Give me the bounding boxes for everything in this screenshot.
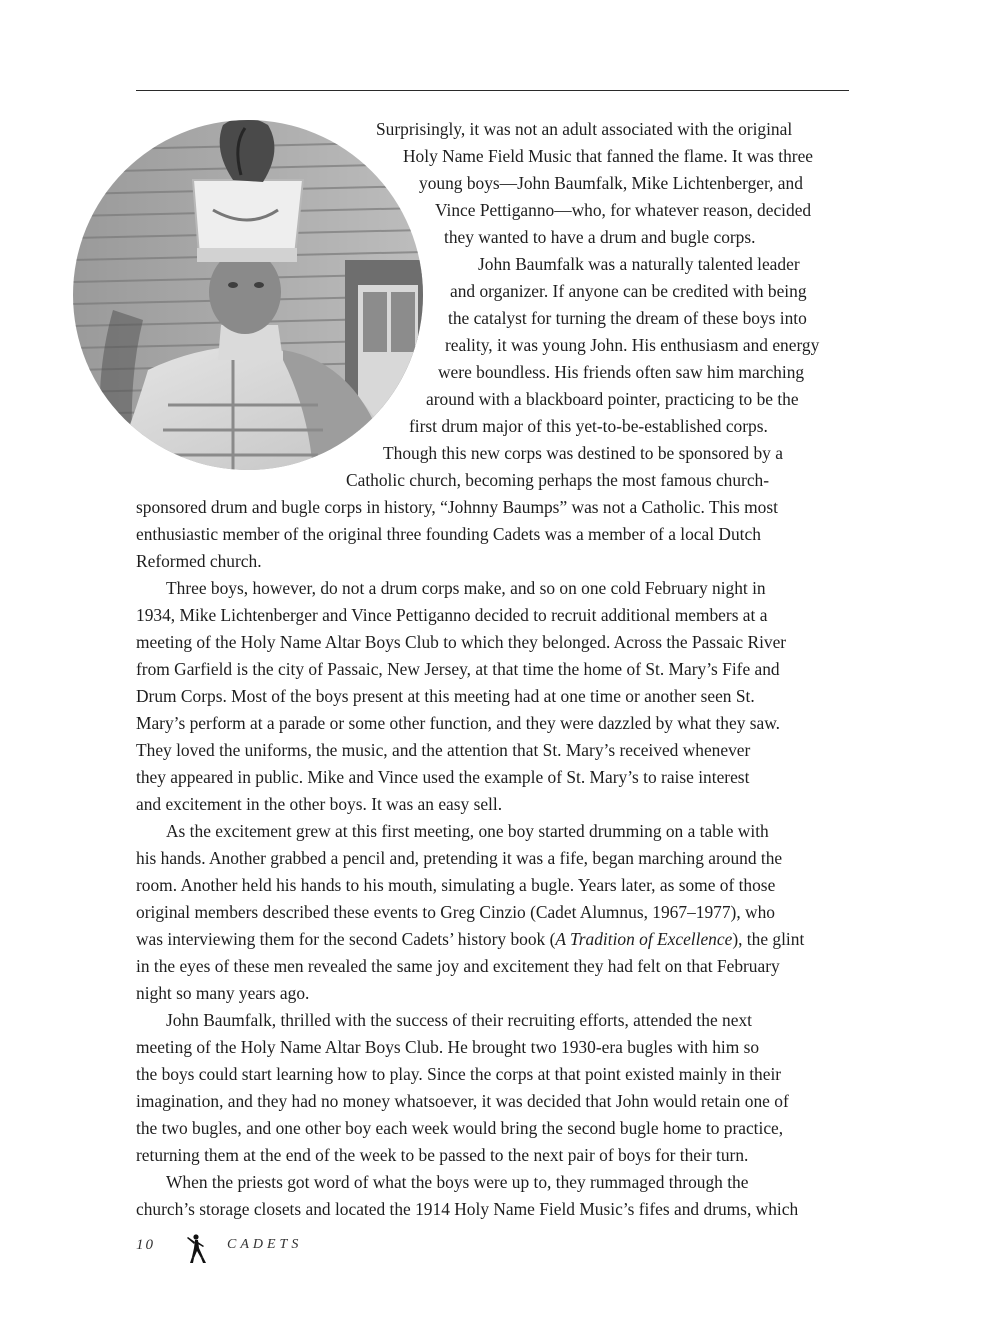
running-head: CADETS: [227, 1237, 303, 1252]
book-title-italic: A Tradition of Excellence: [555, 929, 733, 949]
text-line: first drum major of this yet-to-be-established corps.: [409, 416, 768, 436]
text-line: his hands. Another grabbed a pencil and, pretending it was a fife, began marching around the: [136, 848, 783, 868]
text-line: church’s storage closets and located the 1914 Holy Name Field Music’s fifes and drums, which: [136, 1199, 799, 1219]
text-line: John Baumfalk was a naturally talented leader: [478, 254, 800, 274]
text-line: Holy Name Field Music that fanned the flame. It was three: [403, 146, 814, 166]
text-line: and excitement in the other boys. It was an easy sell.: [136, 794, 503, 814]
text-line: returning them at the end of the week to be passed to the next pair of boys for their turn.: [136, 1145, 749, 1165]
text-line: When the priests got word of what the boys were up to, they rummaged through the: [166, 1172, 749, 1192]
text-line: the catalyst for turning the dream of these boys into: [448, 308, 807, 328]
text-line: Three boys, however, do not a drum corps make, and so on one cold February night in: [166, 578, 766, 598]
text-line: Catholic church, becoming perhaps the most famous church-: [346, 470, 770, 490]
text-segment: was interviewing them for the second Cadets’ history book (: [136, 929, 556, 949]
top-rule: [136, 90, 849, 91]
text-line: Though this new corps was destined to be sponsored by a: [383, 443, 783, 463]
text-line: they appeared in public. Mike and Vince used the example of St. Mary’s to raise interest: [136, 767, 750, 787]
text-line: room. Another held his hands to his mouth, simulating a bugle. Years later, as some of those: [136, 875, 776, 895]
text-line: sponsored drum and bugle corps in history, “Johnny Baumps” was not a Catholic. This most: [136, 497, 778, 517]
text-line: the two bugles, and one other boy each week would bring the second bugle home to practice,: [136, 1118, 784, 1138]
text-line: and organizer. If anyone can be credited with being: [450, 281, 807, 301]
text-line: They loved the uniforms, the music, and the attention that St. Mary’s received whenever: [136, 740, 751, 760]
text-line: meeting of the Holy Name Altar Boys Club to which they belonged. Across the Passaic River: [136, 632, 787, 652]
text-line: the boys could start learning how to play. Since the corps at that point existed mainly in their: [136, 1064, 782, 1084]
text-segment: ), the glint: [732, 929, 805, 949]
text-line: night so many years ago.: [136, 983, 310, 1003]
text-line: reality, it was young John. His enthusiasm and energy: [445, 335, 820, 355]
page-number: 10: [136, 1237, 155, 1253]
text-line: original members described these events to Greg Cinzio (Cadet Alumnus, 1967–1977), who: [136, 902, 775, 922]
text-line: around with a blackboard pointer, practicing to be the: [426, 389, 799, 409]
text-line: [136, 926, 804, 953]
text-line: young boys—John Baumfalk, Mike Lichtenberger, and: [419, 173, 803, 193]
text-line: Drum Corps. Most of the boys present at this meeting had at one time or another seen St.: [136, 686, 755, 706]
text-line: in the eyes of these men revealed the same joy and excitement they had felt on that February: [136, 956, 780, 976]
text-line: John Baumfalk, thrilled with the success of their recruiting efforts, attended the next: [166, 1010, 752, 1030]
text-line: meeting of the Holy Name Altar Boys Club. He brought two 1930-era bugles with him so: [136, 1037, 760, 1057]
text-line: they wanted to have a drum and bugle corps.: [444, 227, 756, 247]
text-line: Surprisingly, it was not an adult associated with the original: [376, 119, 793, 139]
text-line: Vince Pettiganno—who, for whatever reason, decided: [435, 200, 812, 220]
text-line: As the excitement grew at this first meeting, one boy started drumming on a table with: [166, 821, 769, 841]
drum-major-silhouette-icon: [183, 1233, 209, 1265]
text-line: Reformed church.: [136, 551, 262, 571]
text-line: from Garfield is the city of Passaic, New Jersey, at that time the home of St. Mary’s Fife and: [136, 659, 780, 679]
text-line: Mary’s perform at a parade or some other function, and they were dazzled by what they saw.: [136, 713, 781, 733]
text-line: imagination, and they had no money whatsoever, it was decided that John would retain one of: [136, 1091, 789, 1111]
text-line: enthusiastic member of the original three founding Cadets was a member of a local Dutch: [136, 524, 761, 544]
photo-boy-in-band-uniform: [73, 120, 423, 470]
text-line: 1934, Mike Lichtenberger and Vince Pettiganno decided to recruit additional members at a: [136, 605, 768, 625]
text-line: were boundless. His friends often saw him marching: [438, 362, 805, 382]
